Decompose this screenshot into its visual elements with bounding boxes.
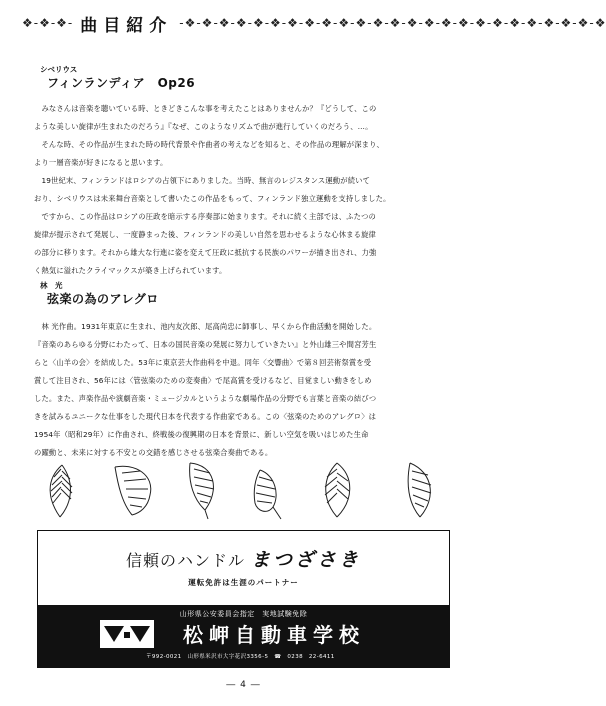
piece2-line2: 『音楽のあらゆる分野にわたって、日本の国民音楽の発展に努力していきたい』と外山雄三や間宮芳生 (34, 340, 377, 349)
school-address: 〒992-0021 山形県米沢市大字花沢3356-5 ☎ 0238 22-6411 (146, 654, 335, 660)
piece1-p2-line1: そんな時、その作品が生まれた時の時代背景や作曲者の考えなどを知ると、その作品の理解が深まり、 (34, 140, 384, 149)
ad-brand: まつざさき (251, 549, 362, 571)
ad-school-band (38, 605, 449, 667)
ad-certification: 山形県公安委員会指定 実地試験免除 (179, 610, 308, 618)
feather-icon (115, 466, 151, 515)
header-ornament-left: ❖-❖-❖- (22, 16, 74, 30)
ad-slogan-area (38, 531, 449, 604)
piece1-title: フィンランディア Op26 (47, 76, 196, 90)
feather-illustrations (40, 455, 450, 525)
piece2-line8: の躍動と、未来に対する不安との交錯を感じさせる弦楽合奏曲である。 (34, 448, 273, 457)
feather-icon (408, 463, 431, 517)
piece2-line6: きを試みるユニークな仕事をした現代日本を代表する作曲家である。この〈弦楽のためのアレグロ〉は (34, 412, 377, 421)
section-title: 曲目紹介 (80, 15, 173, 36)
ad-tagline: 運転免許は生涯のパートナー (188, 578, 299, 587)
piece1-p4-line4: く熱気に溢れたクライマックスが築き上げられています。 (34, 266, 227, 275)
piece2-body (34, 318, 376, 462)
piece1-body (34, 100, 391, 280)
piece2-composer: 林 光 (40, 281, 63, 290)
header-ornament-right: -❖-❖-❖-❖-❖-❖-❖-❖-❖-❖-❖-❖-❖-❖-❖-❖-❖-❖-❖-❖-❖-❖-❖-❖-❖ (179, 16, 606, 30)
piece2-title: 弦楽の為のアレグロ (47, 292, 159, 306)
section-header (22, 10, 606, 36)
piece2-line3: らと〈山羊の会〉を結成した。53年に東京芸大作曲科を中退。同年〈交響曲〉で第８回芸術祭賞を受 (34, 358, 372, 367)
advertisement (37, 530, 450, 668)
piece1-composer: シベリウス (40, 65, 78, 74)
feather-icon (50, 465, 72, 517)
piece2-line7: 1954年（昭和29年）に作曲され、終戦後の復興期の日本を背景に、新しい空気を吸いはじめた生命 (34, 430, 369, 439)
feather-icon (254, 470, 281, 519)
piece2-line5: した。また、声楽作品や演劇音楽・ミュージカルというような劇場作品の分野でも言葉と音楽の結びつ (34, 394, 377, 403)
piece1-p3-line1: 19世紀末、フィンランドはロシアの占領下にありました。当時、無言のレジスタンス運動が続いて (34, 176, 371, 185)
piece1-p4-line1: ですから、この作品はロシアの圧政を暗示する序奏部に始まります。それに続く主部では、ふたつの (34, 212, 376, 221)
page-number: ― 4 ― (226, 680, 261, 690)
school-name: 松岬自動車学校 (183, 623, 365, 647)
piece1-p4-line2: 旋律が提示されて発展し、一度静まった後、フィンランドの美しい自然を思わせるような心休まる旋律 (34, 230, 376, 239)
feather-icon (325, 463, 350, 517)
piece2-line1: 林 光作曲。1931年東京に生まれ、池内友次郎、尾高尚忠に師事し、早くから作曲活動を開始した。 (34, 322, 377, 331)
school-logo-icon (100, 620, 154, 648)
feather-icon (190, 463, 214, 519)
piece1-p1-line2: ような美しい旋律が生まれたのだろう』『なぜ、このようなリズムで曲が進行していくのだろう、…。 (34, 122, 373, 131)
piece1-p2-line2: より一層音楽が好きになると思います。 (34, 158, 168, 167)
piece1-p4-line3: の部分に移ります。それから雄大な行進に姿を変えて圧政に抵抗する民族のパワーが描き出され、力強 (34, 248, 377, 257)
ad-slogan (38, 545, 449, 572)
piece1-p1-line1: みなさんは音楽を聴いている時、ときどきこんな事を考えたことはありませんか？『どうして、この (34, 104, 377, 113)
ad-slogan-prefix: 信頼のハンドル (125, 551, 245, 570)
piece1-p3-line2: おり、シベリウスは未来舞台音楽として書いたこの作品をもって、フィンランド独立運動を支持しました。 (34, 194, 391, 203)
piece2-line4: 賞して注目され、56年には〈管弦楽のための変奏曲〉で尾高賞を受けるなど、目覚ましい動きをしめ (34, 376, 372, 385)
